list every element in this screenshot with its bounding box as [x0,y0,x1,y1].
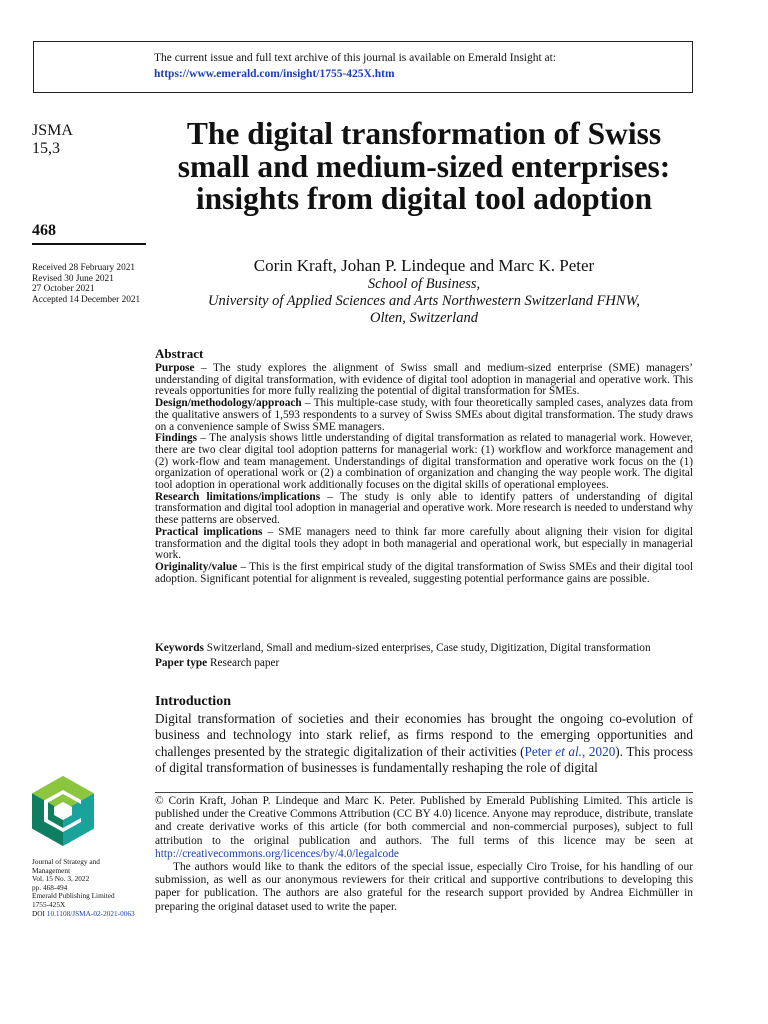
doi-link[interactable]: 10.1108/JSMA-02-2021-0063 [46,908,135,918]
abstract-design [155,398,693,433]
abstract-heading: Abstract [155,346,204,361]
abstract-findings [155,433,693,492]
acknowledgement: The authors would like to thank the editors of the special issue, especially Ciro Troise, for his handling of our submission, as well as our anonymous reviewers for their critical and supportive contributions to developing this paper for publication. The authors are also grateful for the research support provided by Andrea Eichmüller in preparing the original dataset used to write the paper. [155,861,693,913]
abstract-limitations [155,492,693,527]
citation-link[interactable] [525,744,616,759]
introduction-heading: Introduction [155,694,231,709]
abstract-purpose [155,363,693,398]
section-text: – The study is only able to identify patters of understanding of digital transformation and digital tool adoption in managerial and operative work. More research is needed to understand why these patterns are observed. [155,490,693,527]
journal-url-link[interactable]: https://www.emerald.com/insight/1755-425X.htm [154,68,395,80]
section-text: – This is the first empirical study of the digital transformation of Swiss SMEs and their digital tool adoption. Significant potential for alignment is revealed, suggesting potential performance gains are possible. [155,560,693,585]
section-label: Findings [155,432,198,445]
meta-line: Vol. 15 No. 3, 2022 [32,874,90,884]
section-label: Purpose [155,362,195,374]
section-label: Design/methodology/approach [155,397,302,410]
keywords-label: Keywords [155,642,204,654]
author-affiliation [150,276,698,327]
paper-type-label: Paper type [155,657,208,669]
section-label: Research limitations/implications [155,490,321,503]
journal-abbrev: JSMA [32,122,73,139]
notice-text: The current issue and full text archive of this journal is available on Emerald Insight at: [154,52,557,64]
date-revised-2: 27 October 2021 [32,284,95,294]
intro-text-part: Digital transformation of societies and their economies has brought the ongoing co-evolution of business and technology into stark relief, as firms respond to the emerging opportunities and challenges presented by the strategic digitalization of their activities ( [155,711,693,759]
article-authors: Corin Kraft, Johan P. Lindeque and Marc K. Peter [253,256,595,275]
citation-author: Peter [524,743,556,759]
abstract-practical [155,527,693,562]
citation-etal: et al. [555,743,582,759]
journal-meta [32,858,135,918]
affiliation-line: Olten, Switzerland [370,310,478,326]
submission-dates [32,263,140,305]
footnote-divider [155,792,693,793]
journal-logo-icon [32,776,94,846]
meta-line: Emerald Publishing Limited [32,891,115,901]
journal-availability-notice [33,41,693,93]
article-title: The digital transformation of Swiss small and medium-sized enterprises: insights from digital tool adoption [177,116,671,216]
date-received: Received 28 February 2021 [32,263,136,273]
keywords-text: Switzerland, Small and medium-sized enterprises, Case study, Digitization, Digital transformation [203,642,651,654]
paper-type [155,656,695,671]
license-note [155,795,693,861]
section-text: – The analysis shows little understanding of digital transformation as related to managerial work. However, there are two clear digital tool adoption patterns for managerial work: (1) workflow and workforce management and (2) work-flow and team management. Understandings of digital transformation and operative work focus on the (1) organization of operational work or (2) a combination of organization and changing the way people work. The digital tool adoption in operational work additionally focuses on the digital skills of operational employees. [155,432,693,492]
paper-type-text: Research paper [207,657,280,669]
section-label: Practical implications [155,525,263,538]
journal-volume: 15,3 [32,140,60,157]
affiliation-line: School of Business, [367,276,481,292]
page-number: 468 [32,222,56,239]
section-text: – The study explores the alignment of Swiss small and medium-sized enterprise (SME) managers’ understanding of digital transformation, with evidence of digital tool adoption in managerial and operative work. This reveals opportunities for more fully realizing the potential of digital transformation for SMEs. [155,362,693,398]
section-text: – SME managers need to think far more carefully about aligning their vision for digital transformation and the digital tools they adopt in both managerial and operational work, but especially in managerial work. [155,525,694,562]
license-text: © Corin Kraft, Johan P. Lindeque and Marc K. Peter. Published by Emerald Publishing Limited. This article is published under the Creative Commons Attribution (CC BY 4.0) licence. Anyone may reproduce, distribute, translate and create derivative works of this article (for both commercial and non-commercial purposes), subject to full attribution to the original publication and authors. The full terms of this licence may be seen at [155,795,693,847]
meta-line: Management [32,865,71,875]
meta-line: Journal of Strategy and [32,857,100,866]
section-text: – This multiple-case study, with four theoretically sampled cases, analyzes data from the qualitative answers of 1,593 respondents to a survey of Swiss SMEs about digital transformation. The study draws on a convenience sample of Swiss SME managers. [155,397,693,433]
introduction-text [155,711,693,776]
section-label: Originality/value [155,560,238,573]
doi-line [32,910,135,919]
doi-prefix: DOI [32,908,47,918]
date-revised: Revised 30 June 2021 [32,273,114,284]
keywords-block [155,641,695,671]
meta-line: pp. 468-494 [32,882,68,892]
keywords [155,641,695,656]
footnote-block [155,795,693,914]
intro-text-part: ). This process of digital transformation of businesses is fundamentally reshaping the role of digital [155,743,693,775]
date-accepted: Accepted 14 December 2021 [32,294,141,305]
license-url-link[interactable]: http://creativecommons.org/licences/by/4.0/legalcode [155,847,399,860]
abstract-body [155,363,693,585]
meta-line: 1755-425X [32,899,66,909]
affiliation-line: University of Applied Sciences and Arts Northwestern Switzerland FHNW, [208,293,640,309]
sidebar-divider [32,243,146,245]
abstract-originality [155,562,693,585]
journal-citation [32,122,73,158]
citation-year: , 2020 [581,743,616,759]
